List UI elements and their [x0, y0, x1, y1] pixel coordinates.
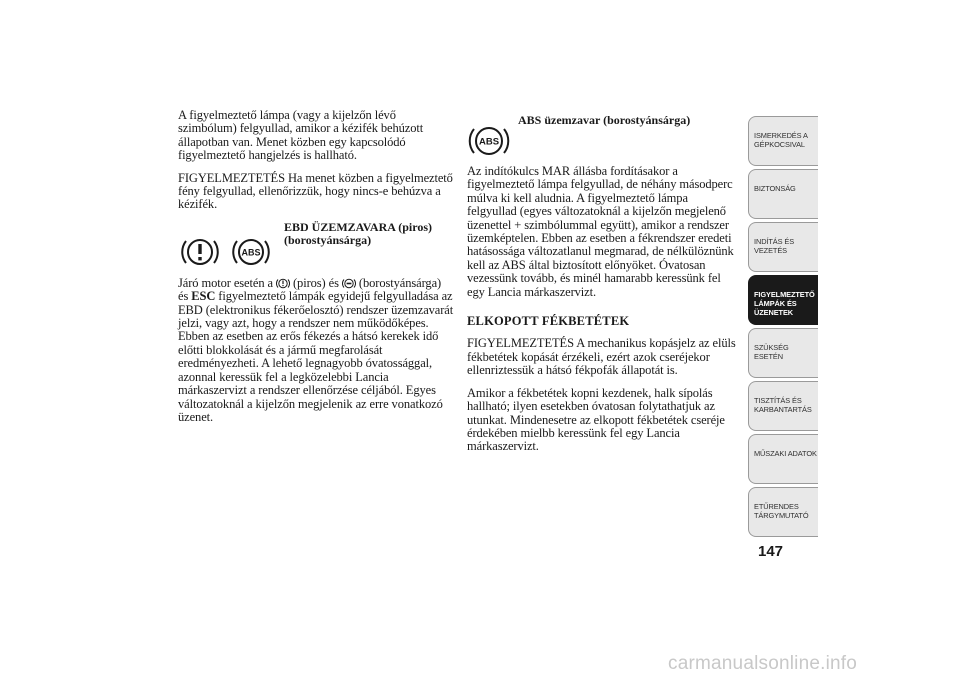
abs-inline-icon — [342, 277, 356, 290]
left-column — [178, 109, 454, 424]
abs-title: ABS üzemzavar (borostyánsárga) — [518, 113, 691, 127]
section-heading: ELKOPOTT FÉKBETÉTEK — [467, 314, 630, 329]
tab-label: SZÜKSÉG ESETÉN — [754, 343, 789, 361]
ebd-text-b: (piros) és — [289, 275, 342, 290]
tab-label: BIZTONSÁG — [754, 184, 796, 193]
ebd-warning-icons — [180, 231, 275, 273]
abs-warning-icon — [467, 119, 511, 163]
tab-ismerkedes[interactable] — [748, 116, 818, 166]
right-column — [467, 109, 739, 454]
tab-label: ETŰRENDES — [754, 502, 799, 511]
brake-inline-icon — [276, 277, 290, 290]
ebd-paragraph — [178, 277, 454, 424]
ebd-title — [284, 221, 432, 247]
tab-label: VEZETÉS — [754, 246, 787, 255]
tab-label: ÜZENETEK — [754, 308, 794, 317]
tab-label: KARBANTARTÁS — [754, 405, 812, 414]
ebd-title-line1: EBD ÜZEMZAVARA (piros) — [284, 219, 433, 234]
watermark: carmanualsonline.info — [668, 653, 858, 674]
warning-paragraph-2 — [467, 337, 739, 377]
ebd-heading-block — [178, 219, 454, 277]
ebd-text-a: Járó motor esetén a — [178, 275, 276, 290]
tab-label: FIGYELMEZTETŐ — [754, 290, 815, 299]
page-number: 147 — [758, 543, 784, 560]
tab-inditas[interactable] — [748, 222, 818, 272]
ebd-abs-icon-text: ABS — [241, 247, 261, 258]
abs-icon-text: ABS — [478, 136, 500, 148]
tab-label: MŰSZAKI ADATOK — [754, 449, 817, 458]
tab-tisztitas[interactable] — [748, 381, 818, 431]
tab-targymutato[interactable] — [748, 487, 818, 537]
brake-pads-paragraph: Amikor a fékbetétek kopni kezdenek, halk sípolás hallható; ilyen esetekben óvatosan folytathatjuk az utunkat. Mindenesetre az elkopott fékbetétek cseréje érdekében mielbb keressünk fel egy Lancia márkaszervizt. — [467, 385, 725, 454]
tab-label: GÉPKOCSIVAL — [754, 140, 805, 149]
tab-label: TISZTÍTÁS ÉS — [754, 396, 802, 405]
abs-paragraph: Az indítókulcs MAR állásba fordításakor a figyelmeztető lámpa felgyullad, de néhány másodperc múlva ki kell aludnia. A figyelmeztető lámpa felgyullad (egyes változatoknál a kijelzőn megjelenő üzenettel + szimbólummal együtt), amikor a rendszer üzemképtelen. Ebben az esetben a fékrendszer eredeti hatásossága változatlanul megmarad, de nélkülöznünk kell az ABS által biztosított előnyöket. Óvatosan vezessünk tovább, és minél hamarabb keressünk fel egy Lancia márkaszervizt. — [467, 164, 734, 299]
tab-figyelmezteto[interactable] — [748, 275, 818, 325]
tab-label: TÁRGYMUTATÓ — [754, 511, 809, 520]
warning-text-2: A mechanikus kopásjelz az elüls fékbetétek kopását érzékeli, ezért azok cseréjekor ellenriztessük a hátsó fékpofák állapotát is. — [467, 336, 736, 378]
warning-label: FIGYELMEZTETÉS — [178, 170, 285, 185]
esc-label: ESC — [191, 289, 216, 304]
abs-warning-icon — [233, 240, 269, 264]
warning-label-2: FIGYELMEZTETÉS — [467, 336, 574, 351]
ebd-text-c: (borostyánsárga) és — [178, 275, 442, 304]
ebd-text-d: figyelmeztető lámpák egyidejű felgyulladása az EBD (elektronikus fékerőelosztó) rendszer üzemzavarát jelzi, vagy azt, hogy a rendszer nem működőképes. Ebben az esetben az erős fékezés a hátsó kerekek idő előtti blokkolását és a jármű megfarolását eredményezheti. A lehető legnagyobb óvatossággal, azonnal keressük fel a legközelebbi Lancia márkaszervizt a rendszer ellenőrzése céljából. Egyes változatoknál a kijelzőn megjelenik az erre vonatkozó üzenet. — [178, 289, 454, 424]
tab-label: INDÍTÁS ÉS — [754, 237, 795, 246]
tab-biztonsag[interactable] — [748, 169, 818, 219]
tab-muszaki[interactable] — [748, 434, 818, 484]
warning-paragraph — [178, 172, 454, 212]
handbrake-paragraph: A figyelmeztető lámpa (vagy a kijelzőn lévő szimbólum) felgyullad, amikor a kézifék behúzott állapotban van. Menet közben egy kapcsolódó figyelmeztető hangjelzés is hallható. — [178, 108, 424, 163]
tab-label: ISMERKEDÉS A — [754, 131, 808, 140]
tab-szukseg[interactable] — [748, 328, 818, 378]
tab-label: LÁMPÁK ÉS — [754, 299, 797, 308]
brake-warning-icon — [182, 240, 218, 264]
ebd-title-line2: (borostyánsárga) — [284, 232, 372, 247]
warning-text: Ha menet közben a figyelmeztető fény felgyullad, ellenőrizzük, hogy nincs-e behúzva a kézifék. — [178, 170, 453, 212]
abs-heading-block — [467, 109, 739, 165]
chapter-tabs — [748, 116, 818, 540]
